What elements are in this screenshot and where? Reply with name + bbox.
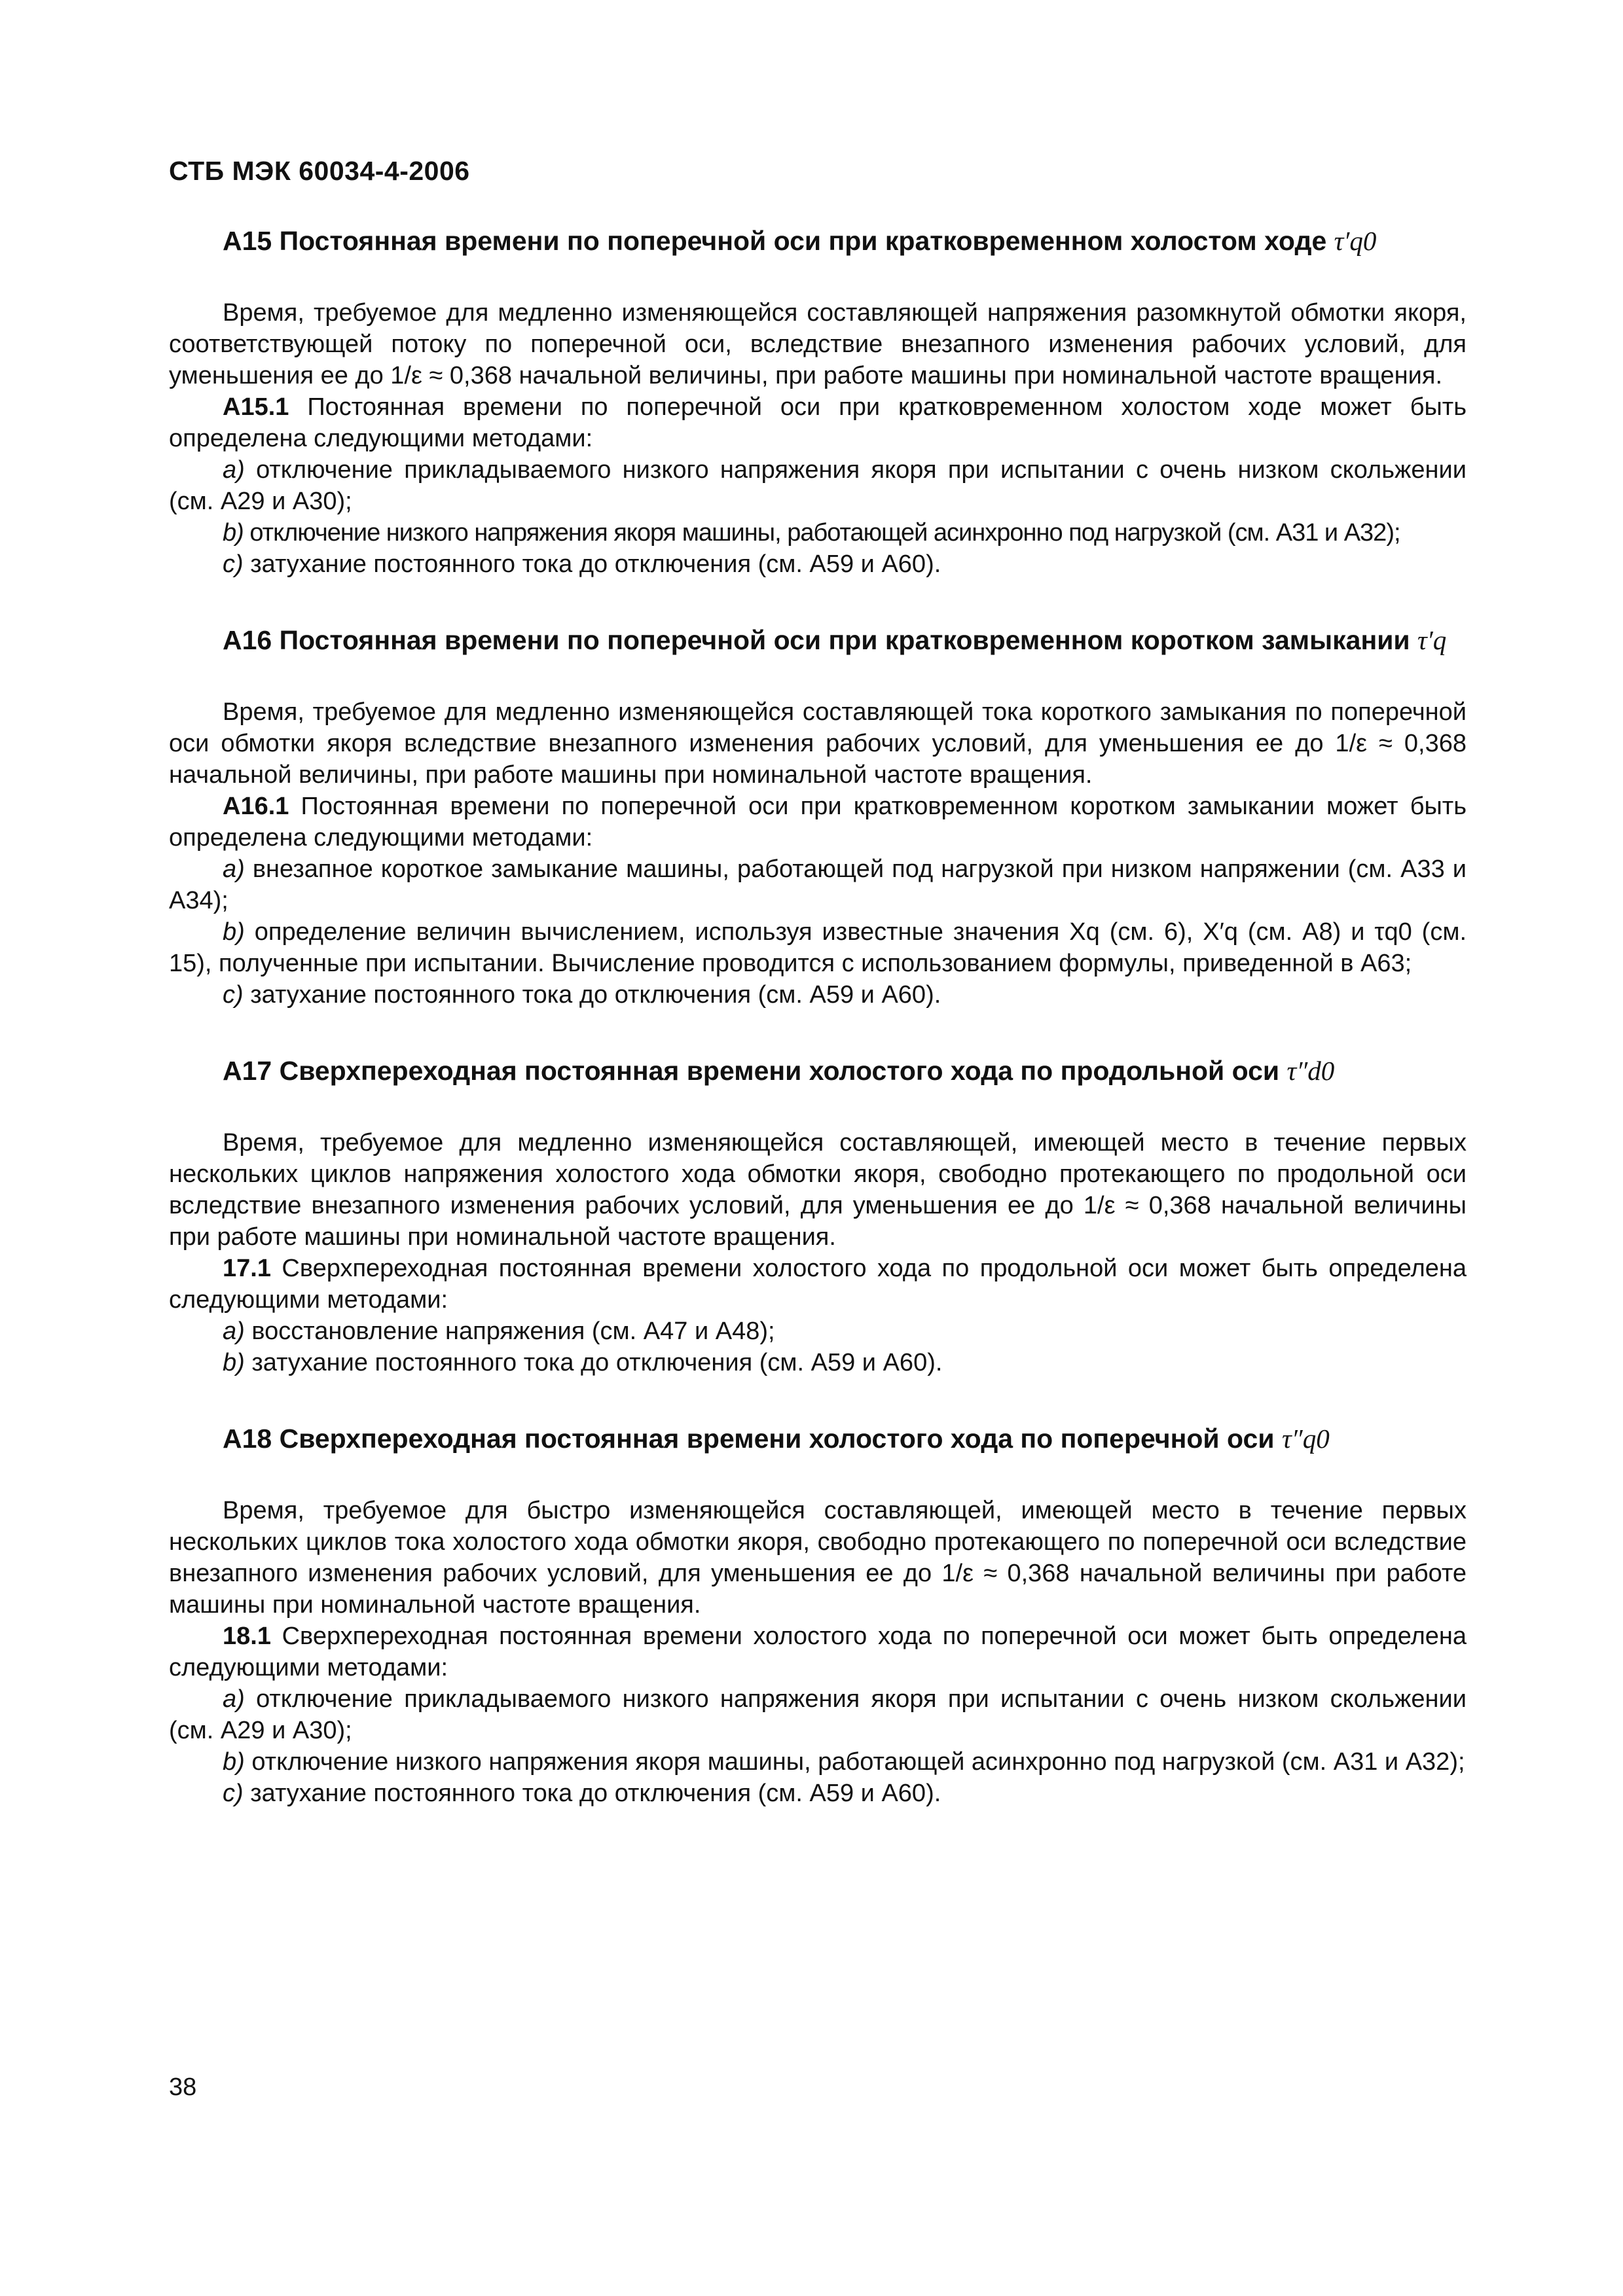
section-symbol: τ″q0 [1281,1424,1330,1454]
subsection-paragraph [169,391,1467,454]
subsection-paragraph [169,791,1467,853]
method-text: затухание постоянного тока до отключения (см. А59 и А60). [250,1780,941,1807]
method-item [169,1683,1467,1746]
subsection-paragraph [169,1621,1467,1683]
method-text: определение величин вычислением, используя известные значения Xq (см. 6), X′q (см. А8) и τq0 (см. 15), полученные при испытании. Вычисление проводится с использованием формулы, приведенной в А63; [169,918,1467,977]
document-code-header: СТБ МЭК 60034-4-2006 [169,156,470,186]
method-text: затухание постоянного тока до отключения (см. А59 и А60). [250,981,941,1009]
method-item [169,517,1467,548]
method-letter: a) [223,1685,245,1713]
subsection-paragraph [169,1253,1467,1316]
definition-paragraph: Время, требуемое для медленно изменяющейся составляющей, имеющей место в течение первых нескольких циклов напряжения холостого хода обмотки якоря, свободно протекающего по продольной оси вследствие внезапного изменения рабочих условий, для уменьшения ее до 1/ε ≈ 0,368 начальной величины при работе машины при номинальной частоте вращения. [169,1129,1467,1251]
section-title-text: А16 Постоянная времени по поперечной оси при кратковременном коротком замыкании [223,625,1410,655]
definition-paragraph: Время, требуемое для медленно изменяющейся составляющей напряжения разомкнутой обмотки якоря, соответствующей потоку по поперечной оси, вследствие внезапного изменения рабочих условий, для уменьшения ее до 1/ε ≈ 0,368 начальной величины, при работе машины при номинальной частоте вращения. [169,299,1467,389]
document-body [169,223,1467,1851]
section-a18 [169,1420,1467,1809]
page-number: 38 [169,2073,197,2101]
method-item [169,454,1467,517]
section-a17 [169,1052,1467,1378]
method-letter: b) [223,918,245,946]
section-title-text: А17 Сверхпереходная постоянная времени холостого хода по продольной оси [223,1056,1280,1086]
definition-paragraph: Время, требуемое для быстро изменяющейся составляющей, имеющей место в течение первых нескольких циклов тока холостого хода обмотки якоря, свободно протекающего по поперечной оси вследствие внезапного изменения рабочих условий, для уменьшения ее до 1/ε ≈ 0,368 начальной величины при работе машины при номинальной частоте вращения. [169,1497,1467,1619]
method-letter: c) [223,1780,244,1807]
method-letter: a) [223,456,245,484]
subsection-label: А15.1 [223,393,289,421]
subsection-text: Сверхпереходная постоянная времени холостого хода по поперечной оси может быть определена следующими методами: [169,1623,1467,1681]
method-item [169,853,1467,916]
subsection-label: 17.1 [223,1255,271,1282]
method-letter: b) [223,1349,245,1376]
definition-paragraph: Время, требуемое для медленно изменяющейся составляющей тока короткого замыкания по поперечной оси обмотки якоря вследствие внезапного изменения рабочих условий, для уменьшения ее до 1/ε ≈ 0,368 начальной величины, при работе машины при номинальной частоте вращения. [169,698,1467,789]
subsection-text: Постоянная времени по поперечной оси при кратковременном коротком замыкании может быть определена следующими методами: [169,793,1467,852]
section-symbol: τ′q [1417,625,1447,655]
method-letter: c) [223,981,244,1009]
method-text: отключение прикладываемого низкого напряжения якоря при испытании с очень низком скольжении (см. А29 и А30); [169,1685,1467,1744]
method-item [169,1778,1467,1809]
method-item [169,548,1467,580]
method-item [169,979,1467,1011]
section-a16 [169,622,1467,1011]
section-title [169,1052,1467,1089]
method-item [169,916,1467,979]
method-text: внезапное короткое замыкание машины, работающей под нагрузкой при низком напряжении (см. А33 и А34); [169,855,1467,914]
method-letter: a) [223,855,245,883]
section-title [169,1420,1467,1457]
subsection-label: 18.1 [223,1623,271,1650]
method-letter: a) [223,1318,245,1345]
method-text: затухание постоянного тока до отключения (см. А59 и А60). [251,1349,943,1376]
method-text: отключение низкого напряжения якоря машины, работающей асинхронно под нагрузкой (см. А31 и А32); [249,519,1400,547]
subsection-label: А16.1 [223,793,289,820]
section-symbol: τ′q0 [1334,226,1377,256]
section-title-text: А15 Постоянная времени по поперечной оси при кратковременном холостом ходе [223,226,1327,256]
subsection-text: Постоянная времени по поперечной оси при кратковременном холостом ходе может быть определена следующими методами: [169,393,1467,452]
subsection-text: Сверхпереходная постоянная времени холостого хода по продольной оси может быть определена следующими методами: [169,1255,1467,1314]
method-item [169,1316,1467,1347]
section-symbol: τ″d0 [1286,1056,1335,1086]
section-title-text: А18 Сверхпереходная постоянная времени холостого хода по поперечной оси [223,1424,1275,1454]
method-text: отключение низкого напряжения якоря машины, работающей асинхронно под нагрузкой (см. А31 и А32); [251,1748,1465,1776]
method-item [169,1746,1467,1778]
method-letter: c) [223,550,244,578]
section-a15 [169,223,1467,580]
method-letter: b) [223,519,244,547]
method-letter: b) [223,1748,245,1776]
section-title [169,622,1467,658]
method-text: восстановление напряжения (см. А47 и А48); [251,1318,775,1345]
section-title [169,223,1467,259]
method-text: затухание постоянного тока до отключения (см. А59 и А60). [250,550,941,578]
method-text: отключение прикладываемого низкого напряжения якоря при испытании с очень низком скольжении (см. А29 и А30); [169,456,1467,515]
method-item [169,1347,1467,1378]
